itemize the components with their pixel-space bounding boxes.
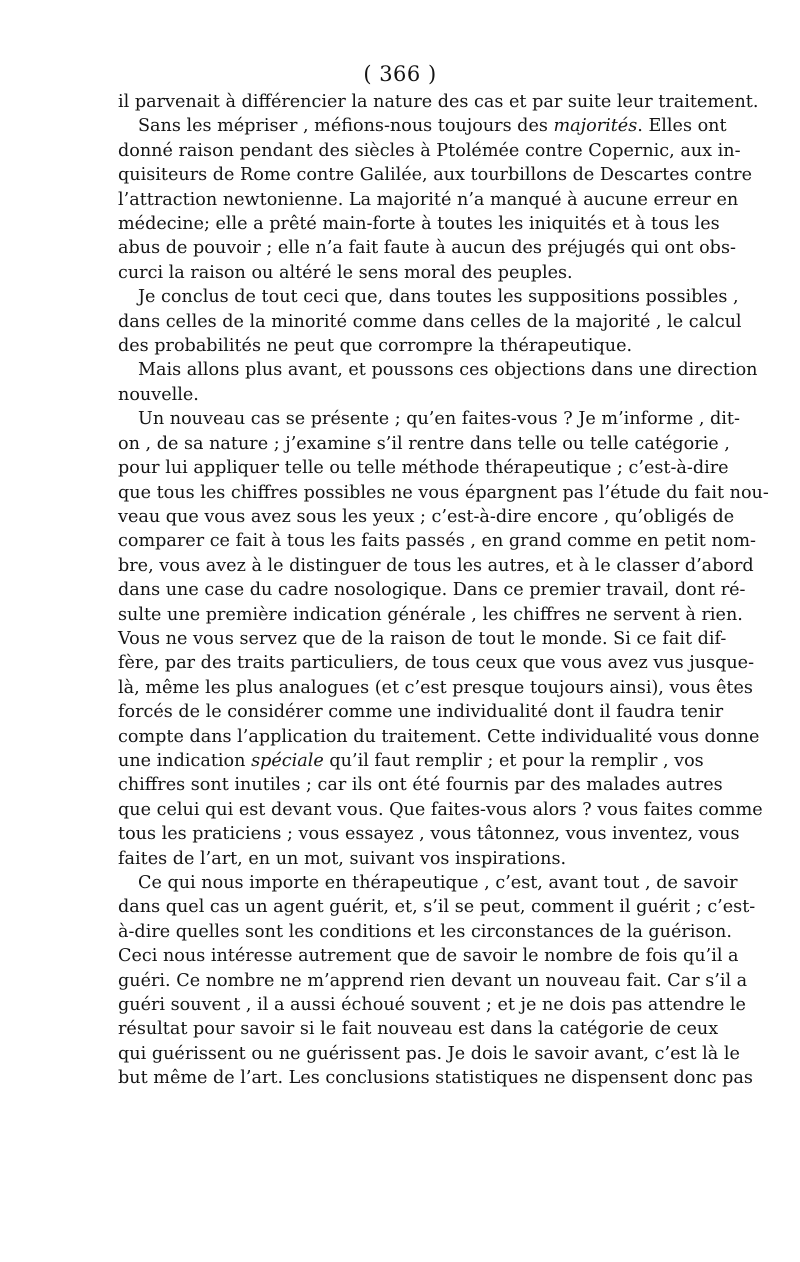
paragraph (118, 285, 742, 358)
text-line (118, 847, 676, 871)
text-line (118, 188, 739, 212)
text-run: résultat pour savoir si le fait nouveau est dans la catégorie de ceux (118, 1019, 719, 1040)
paragraph (118, 871, 756, 1091)
text-run: compte dans l’application du traitement. Cette individualité vous donne (118, 726, 760, 747)
text-run: pour lui appliquer telle ou telle méthode thérapeutique ; c’est-à-dire (118, 458, 729, 479)
text-line (118, 1017, 719, 1041)
text-run: là, même les plus analogues (et c’est presque toujours ainsi), vous êtes (118, 677, 753, 698)
text-line (118, 895, 756, 919)
text-run: donné raison pendant des siècles à Ptolémée contre Copernic, aux in- (118, 140, 741, 161)
text-line (118, 773, 723, 797)
text-line (118, 1066, 753, 1090)
text-line (118, 432, 730, 456)
text-run: médecine; elle a prêté main-forte à toutes les iniquités et à tous les (118, 214, 720, 235)
text-run: but même de l’art. Les conclusions statistiques ne dispensent donc pas (118, 1068, 753, 1089)
text-run: Sans les mépriser , méfions-nous toujours des (138, 116, 554, 137)
text-line (118, 554, 754, 578)
text-run: une indication (118, 750, 252, 771)
text-run: forcés de le considérer comme une individualité dont il faudra tenir (118, 702, 724, 723)
text-run: Un nouveau cas se présente ; qu’en faites-vous ? Je m’informe , dit- (138, 409, 740, 430)
text-line (118, 871, 738, 895)
text-line (118, 700, 724, 724)
text-run: qu’il faut remplir ; et pour la remplir , vos (323, 750, 704, 771)
text-line (118, 505, 735, 529)
text-line (118, 944, 739, 968)
text-line (118, 163, 752, 187)
text-line (118, 603, 743, 627)
text-run: chiffres sont inutiles ; car ils ont été fournis par des malades autres (118, 775, 723, 796)
text-line (118, 261, 676, 285)
text-run: comparer ce fait à tous les faits passés , en grand comme en petit nom- (118, 531, 756, 552)
text-line (118, 310, 742, 334)
text-line (118, 749, 704, 773)
text-run: dans celles de la minorité comme dans celles de la majorité , le calcul (118, 311, 742, 332)
text-run: bre, vous avez à le distinguer de tous les autres, et à le classer d’abord (118, 555, 754, 576)
text-run: Ce qui nous importe en thérapeutique , c’est, avant tout , de savoir (138, 873, 738, 893)
text-line (118, 676, 753, 700)
page-number: ( 366 ) (363, 62, 437, 86)
text-run: Je conclus de tout ceci que, dans toutes les suppositions possibles , (138, 287, 739, 308)
text-run: guéri souvent , il a aussi échoué souvent ; et je ne dois pas attendre le (118, 995, 746, 1016)
text-line (118, 969, 748, 993)
text-run: nouvelle. (118, 384, 199, 405)
text-line (118, 627, 727, 651)
text-run: des probabilités ne peut que corrompre la thérapeutique. (118, 336, 633, 357)
text-run: on , de sa nature ; j’examine s’il rentre dans telle ou telle catégorie , (118, 433, 730, 454)
text-line (118, 1042, 740, 1066)
text-line (118, 114, 727, 138)
italic-text: spéciale (251, 750, 324, 771)
text-line (118, 993, 746, 1017)
text-line (118, 481, 769, 505)
text-run: à-dire quelles sont les conditions et les circonstances de la guérison. (118, 921, 732, 942)
text-line (118, 236, 736, 260)
text-line (118, 529, 756, 553)
text-line (118, 383, 676, 407)
text-run: que tous les chiffres possibles ne vous épargnent pas l’étude du fait nou- (118, 482, 769, 503)
text-line (118, 456, 729, 480)
text-run: Mais allons plus avant, et poussons ces objections dans une direction (138, 360, 758, 381)
text-run: il parvenait à différencier la nature des cas et par suite leur traitement. (118, 92, 759, 112)
text-run: veau que vous avez sous les yeux ; c’est-à-dire encore , qu’obligés de (118, 506, 735, 527)
text-run: l’attraction newtonienne. La majorité n’a manqué à aucune erreur en (118, 189, 739, 210)
text-run: fère, par des traits particuliers, de tous ceux que vous avez vus jusque- (118, 653, 755, 674)
text-run: sulte une première indication générale , les chiffres ne servent à rien. (118, 604, 743, 625)
paragraph (118, 114, 752, 285)
text-line (118, 651, 755, 675)
text-run: que celui qui est devant vous. Que faites-vous alors ? vous faites comme (118, 799, 763, 820)
text-line (118, 334, 676, 358)
text-line (118, 90, 759, 114)
text-line (118, 212, 720, 236)
text-run: tous les praticiens ; vous essayez , vous tâtonnez, vous inventez, vous (118, 824, 740, 845)
text-run: curci la raison ou altéré le sens moral des peuples. (118, 262, 573, 283)
text-line (118, 578, 746, 602)
paragraph (118, 90, 759, 114)
text-run: dans quel cas un agent guérit, et, s’il se peut, comment il guérit ; c’est- (118, 897, 756, 918)
text-line (118, 139, 741, 163)
text-line (118, 358, 758, 382)
italic-text: majorités (553, 116, 638, 137)
text-run: guéri. Ce nombre ne m’apprend rien devant un nouveau fait. Car s’il a (118, 970, 748, 991)
text-line (118, 285, 739, 309)
text-run: . Elles ont (637, 116, 727, 137)
text-run: Vous ne vous servez que de la raison de tout le monde. Si ce fait dif- (118, 628, 727, 649)
body-text (118, 90, 769, 1091)
text-line (118, 798, 763, 822)
paragraph (118, 358, 758, 407)
text-run: Ceci nous intéresse autrement que de savoir le nombre de fois qu’il a (118, 946, 739, 967)
text-run: abus de pouvoir ; elle n’a fait faute à aucun des préjugés qui ont obs- (118, 238, 736, 259)
text-run: faites de l’art, en un mot, suivant vos inspirations. (118, 848, 567, 869)
text-line (118, 822, 740, 846)
text-run: dans une case du cadre nosologique. Dans ce premier travail, dont ré- (118, 580, 746, 601)
text-run: qui guérissent ou ne guérissent pas. Je dois le savoir avant, c’est là le (118, 1043, 740, 1064)
text-line (118, 920, 732, 944)
paragraph (118, 407, 769, 871)
text-line (118, 407, 740, 431)
text-line (118, 725, 760, 749)
text-run: quisiteurs de Rome contre Galilée, aux tourbillons de Descartes contre (118, 165, 752, 186)
